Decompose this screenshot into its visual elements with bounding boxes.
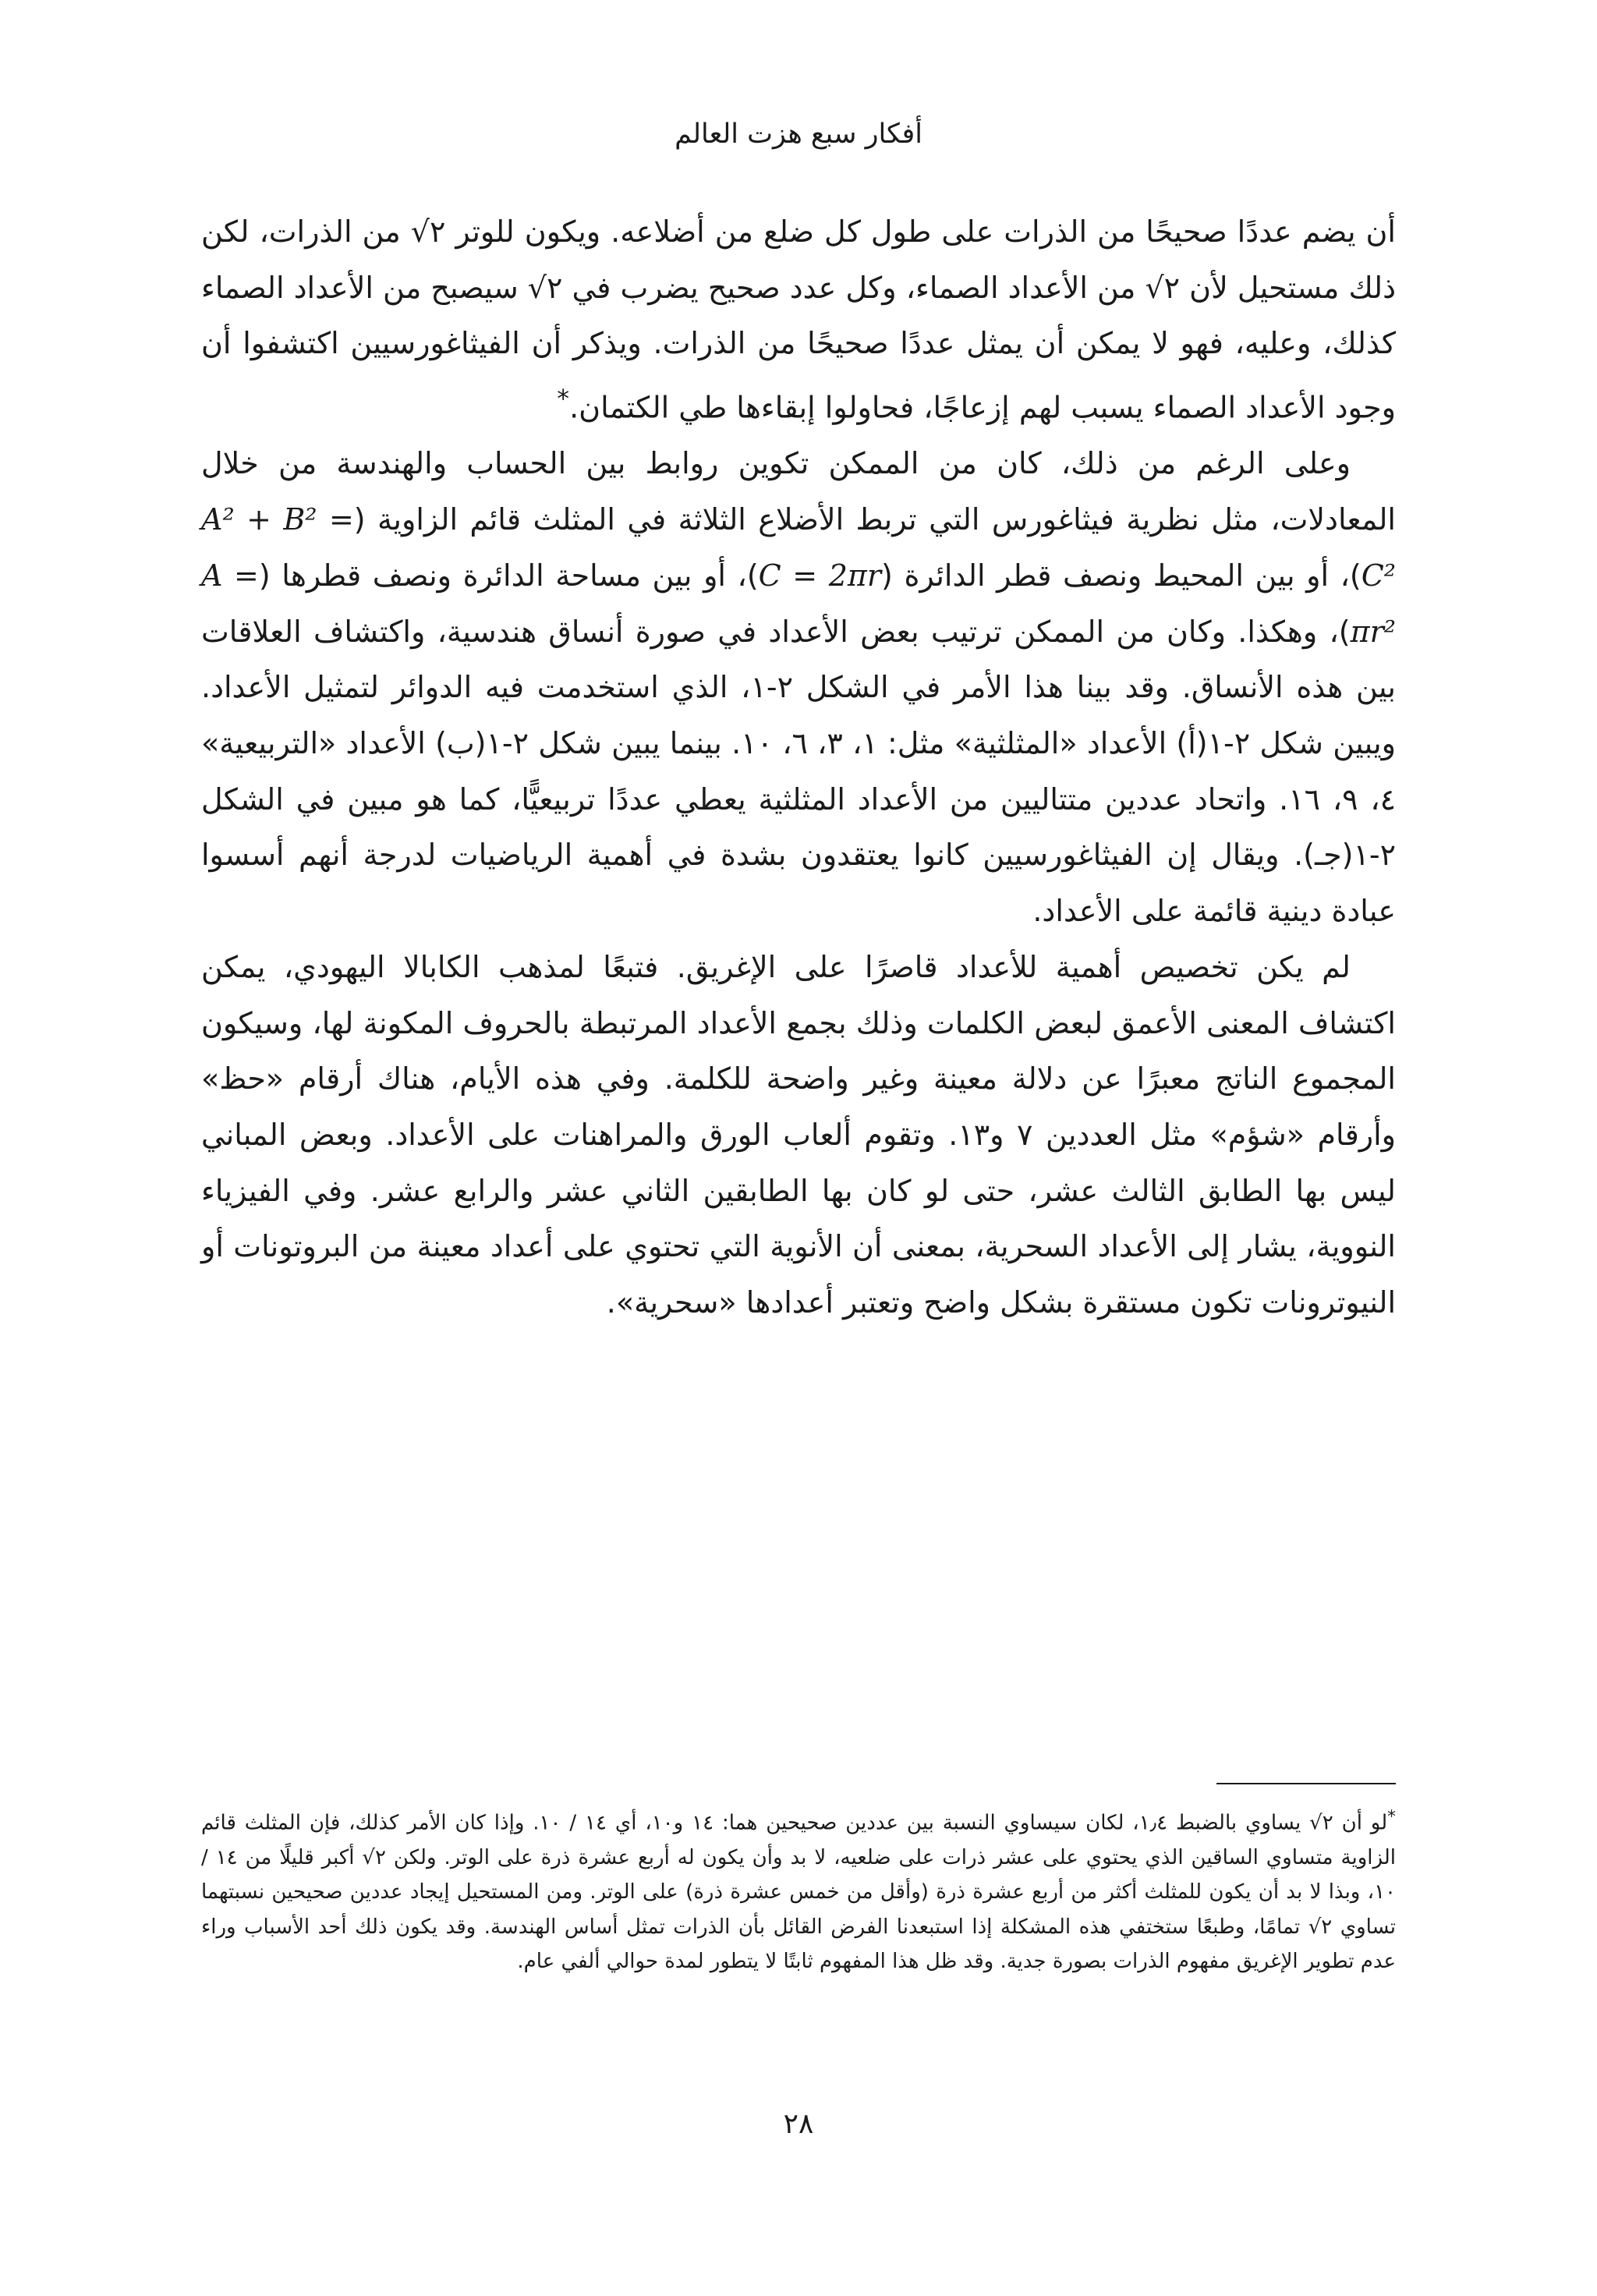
sqrt-two-expression: √٢ bbox=[1145, 270, 1181, 305]
sqrt-two-expression: √٢ bbox=[410, 214, 446, 249]
paragraph-2 bbox=[201, 436, 1396, 939]
footnote-separator bbox=[1216, 1783, 1396, 1784]
paragraph-1-text-1: أن يضم عددًا صحيحًا من الذرات على طول كل ضلع من أضلاعه. ويكون للوتر bbox=[445, 214, 1396, 249]
circumference-equation: C = 2πr bbox=[758, 558, 882, 593]
paragraph-2-text-3: )، أو بين مساحة الدائرة ونصف قطرها ( bbox=[258, 558, 759, 593]
paragraph-1 bbox=[201, 204, 1396, 436]
paragraph-2-text-4: )، وهكذا. وكان من الممكن ترتيب بعض الأعداد في صورة أنساق هندسية، واكتشاف العلاقات بين هذه الأنساق. وقد بينا هذا الأمر في الشكل ٢-١، الذي استخدمت فيه الدوائر لتمثيل الأعداد. ويبين شكل ٢-١(أ) الأعداد «المثلثية» مثل: ١، ٣، ٦، ١٠. بينما يبين شكل ٢-١(ب) الأعداد «التربيعية» ٤، ٩، ١٦. واتحاد عددين متتاليين من الأعداد المثلثية يعطي عددًا تربيعيًّا، كما هو مبين في الشكل ٢-١(جـ). ويقال إن الفيثاغورسيين كانوا يعتقدون بشدة في أهمية الرياضيات لدرجة أنهم أسسوا عبادة دينية قائمة على الأعداد. bbox=[201, 614, 1397, 929]
page-number: ٢٨ bbox=[783, 2108, 814, 2140]
sqrt-two-expression: √٢ bbox=[1309, 1811, 1333, 1835]
main-text bbox=[201, 204, 1396, 1331]
running-header: أفكار سبع هزت العالم bbox=[675, 119, 922, 150]
footnote-text-3: أكبر قليلًا من ١٤ / ١٠، وبذا لا بد أن يكون للمثلث أكثر من أربع عشرة ذرة (وأقل من خمس عشرة ذرة) على الوتر. ومن المستحيل إيجاد عددين صحيحين نسبتهما تساوي bbox=[201, 1845, 1396, 1939]
area-equation: A = πr² bbox=[201, 558, 1396, 649]
paragraph-2-text-1: وعلى الرغم من ذلك، كان من الممكن تكوين روابط بين الحساب والهندسة من خلال المعادلات، مثل نظرية فيثاغورس التي تربط الأضلاع الثلاثة في المثلث قائم الزاوية ( bbox=[201, 446, 1396, 537]
footnote-text-2: يساوي بالضبط ١٫٤، لكان سيساوي النسبة بين عددين صحيحين هما: ١٤ و١٠، أي ١٤ / ١٠. وإذا كان الأمر كذلك، فإن المثلث قائم الزاوية متساوي الساقين الذي يحتوي على عشر ذرات على ضلعيه، لا بد وأن يكون له أربع عشرة ذرة على الوتر. ولكن bbox=[201, 1811, 1396, 1869]
pythagorean-equation: A² + B² = C² bbox=[201, 502, 1396, 593]
footnote-text-4: تمامًا، وطبعًا ستختفي هذه المشكلة إذا استبعدنا الفرض القائل بأن الذرات تمثل أساس الهندسة. وقد يكون ذلك أحد الأسباب وراء عدم تطوير الإغريق مفهوم الذرات بصورة جدية. وقد ظل هذا المفهوم ثابتًا لا يتطور لمدة حوالي ألفي عام. bbox=[201, 1915, 1396, 1973]
sqrt-two-expression: √٢ bbox=[1308, 1915, 1333, 1939]
footnote-marker: * bbox=[1387, 1807, 1396, 1827]
footnote-marker: * bbox=[557, 385, 570, 414]
paragraph-1-text-3: من الأعداد الصماء، وكل عدد صحيح يضرب في bbox=[562, 270, 1146, 305]
paragraph-1-text-4: سيصبح من الأعداد الصماء كذلك، وعليه، فهو لا يمكن أن يمثل عددًا صحيحًا من الذرات. ويذكر أن الفيثاغورسيين اكتشفوا أن وجود الأعداد الصماء يسبب لهم إزعاجًا، فحاولوا إبقاءها طي الكتمان. bbox=[201, 270, 1396, 425]
paragraph-1-text-2: من الذرات، لكن ذلك مستحيل لأن bbox=[201, 214, 1396, 305]
footnote-paragraph bbox=[201, 1800, 1396, 1979]
paragraph-3: لم يكن تخصيص أهمية للأعداد قاصرًا على الإغريق. فتبعًا لمذهب الكابالا اليهودي، يمكن اكتشاف المعنى الأعمق لبعض الكلمات وذلك بجمع الأعداد المرتبطة بالحروف المكونة لها، وسيكون المجموع الناتج معبرًا عن دلالة معينة وغير واضحة للكلمة. وفي هذه الأيام، هناك أرقام «حظ» وأرقام «شؤم» مثل العددين ٧ و١٣. وتقوم ألعاب الورق والمراهنات على الأعداد. وبعض المباني ليس بها الطابق الثالث عشر، حتى لو كان بها الطابقين الثاني عشر والرابع عشر. وفي الفيزياء النووية، يشار إلى الأعداد السحرية، بمعنى أن الأنوية التي تحتوي على أعداد معينة من البروتونات أو النيوترونات تكون مستقرة بشكل واضح وتعتبر أعدادها «سحرية». bbox=[201, 949, 1397, 1320]
footnote bbox=[201, 1800, 1396, 1979]
sqrt-two-expression: √٢ bbox=[362, 1845, 386, 1869]
footnote-text-1: لو أن bbox=[1333, 1811, 1388, 1835]
paragraph-2-text-2: )، أو بين المحيط ونصف قطر الدائرة ( bbox=[881, 558, 1362, 593]
sqrt-two-expression: √٢ bbox=[527, 270, 563, 305]
